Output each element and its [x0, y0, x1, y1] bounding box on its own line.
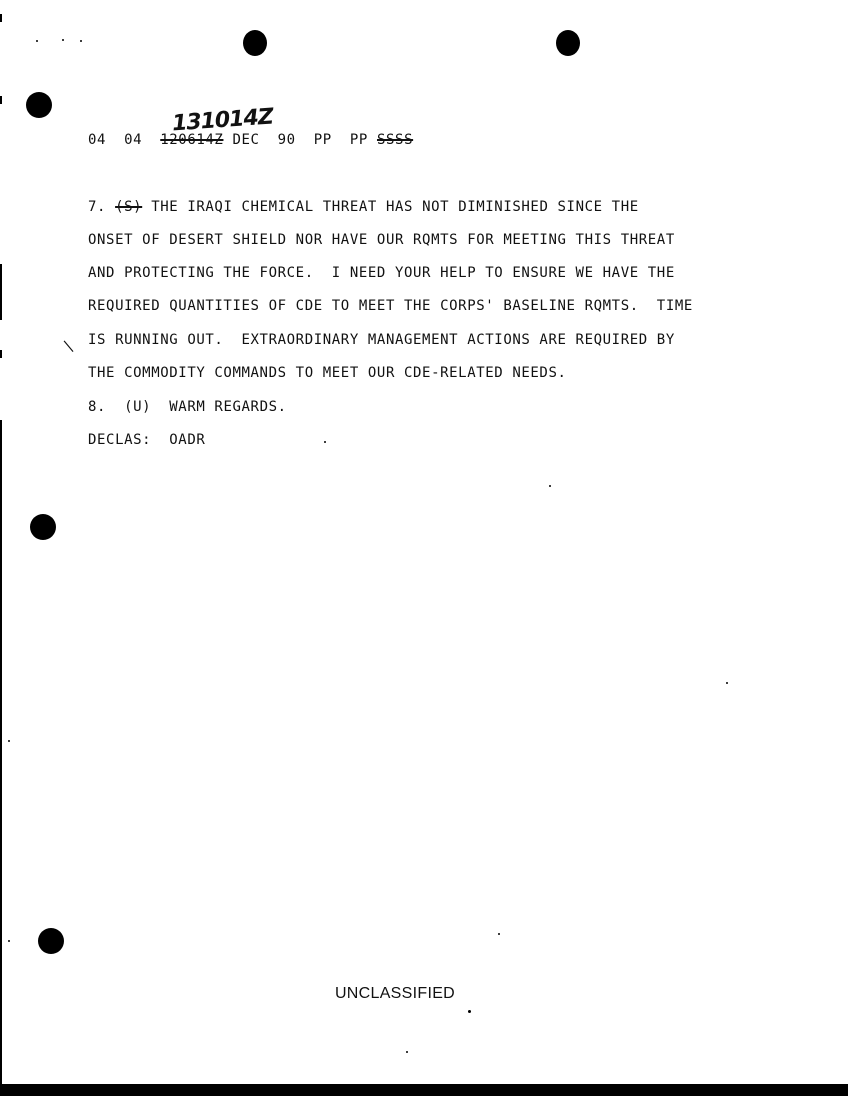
- scan-bottom-edge: [0, 1084, 848, 1096]
- paragraph-text: WARM REGARDS.: [169, 399, 287, 415]
- punch-hole: [26, 92, 52, 118]
- paragraph-7-line: ONSET OF DESERT SHIELD NOR HAVE OUR RQMTS FOR MEETING THIS THREAT: [88, 232, 675, 248]
- scan-speck: [62, 39, 64, 41]
- scan-edge-mark: [0, 350, 2, 358]
- scan-speck: [8, 940, 10, 942]
- scan-speck: [324, 441, 326, 443]
- handwritten-dtg: 131014Z: [171, 104, 274, 137]
- scan-speck: [36, 40, 38, 42]
- scan-speck: [80, 40, 82, 42]
- declas-value: OADR: [169, 432, 206, 448]
- paragraph-8-line: [88, 399, 287, 415]
- header-field: 04: [88, 132, 107, 148]
- paragraph-7-line: [88, 199, 639, 215]
- header-field: 04: [124, 132, 143, 148]
- scan-speck: [726, 682, 728, 684]
- paragraph-7-line: AND PROTECTING THE FORCE. I NEED YOUR HELP TO ENSURE WE HAVE THE: [88, 265, 675, 281]
- struck-classification: SSSS: [376, 132, 414, 148]
- paragraph-number: 7.: [88, 199, 107, 215]
- paragraph-number: 8.: [88, 399, 107, 415]
- declas-line: [88, 432, 205, 448]
- struck-marking: (S): [115, 199, 143, 215]
- scan-edge-mark: [0, 96, 2, 104]
- punch-hole: [30, 514, 56, 540]
- paragraph-marking: (U): [124, 399, 152, 415]
- scan-edge-mark: [0, 14, 2, 22]
- message-header: [88, 132, 413, 148]
- classification-marking: UNCLASSIFIED: [334, 985, 456, 1002]
- punch-hole: [38, 928, 64, 954]
- scan-edge-mark: [0, 264, 2, 320]
- struck-dtg: 120614Z: [160, 132, 224, 148]
- punch-hole: [243, 30, 267, 56]
- scan-speck: [8, 740, 10, 742]
- pen-tick-mark: |: [61, 338, 76, 354]
- scan-speck: [406, 1051, 408, 1053]
- declas-label: DECLAS:: [88, 432, 152, 448]
- paragraph-7-line: IS RUNNING OUT. EXTRAORDINARY MANAGEMENT ACTIONS ARE REQUIRED BY: [88, 332, 675, 348]
- punch-hole: [556, 30, 580, 56]
- paragraph-7-line: REQUIRED QUANTITIES OF CDE TO MEET THE CORPS' BASELINE RQMTS. TIME: [88, 298, 693, 314]
- header-year: 90: [277, 132, 296, 148]
- scan-speck: [549, 485, 551, 487]
- paragraph-text: THE IRAQI CHEMICAL THREAT HAS NOT DIMINISHED SINCE THE: [151, 199, 639, 215]
- scan-speck: [498, 933, 500, 935]
- header-month: DEC: [232, 132, 260, 148]
- header-precedence: PP: [313, 132, 332, 148]
- header-precedence: PP: [349, 132, 368, 148]
- paragraph-7-line: THE COMMODITY COMMANDS TO MEET OUR CDE-RELATED NEEDS.: [88, 365, 567, 381]
- scan-speck: [468, 1010, 471, 1013]
